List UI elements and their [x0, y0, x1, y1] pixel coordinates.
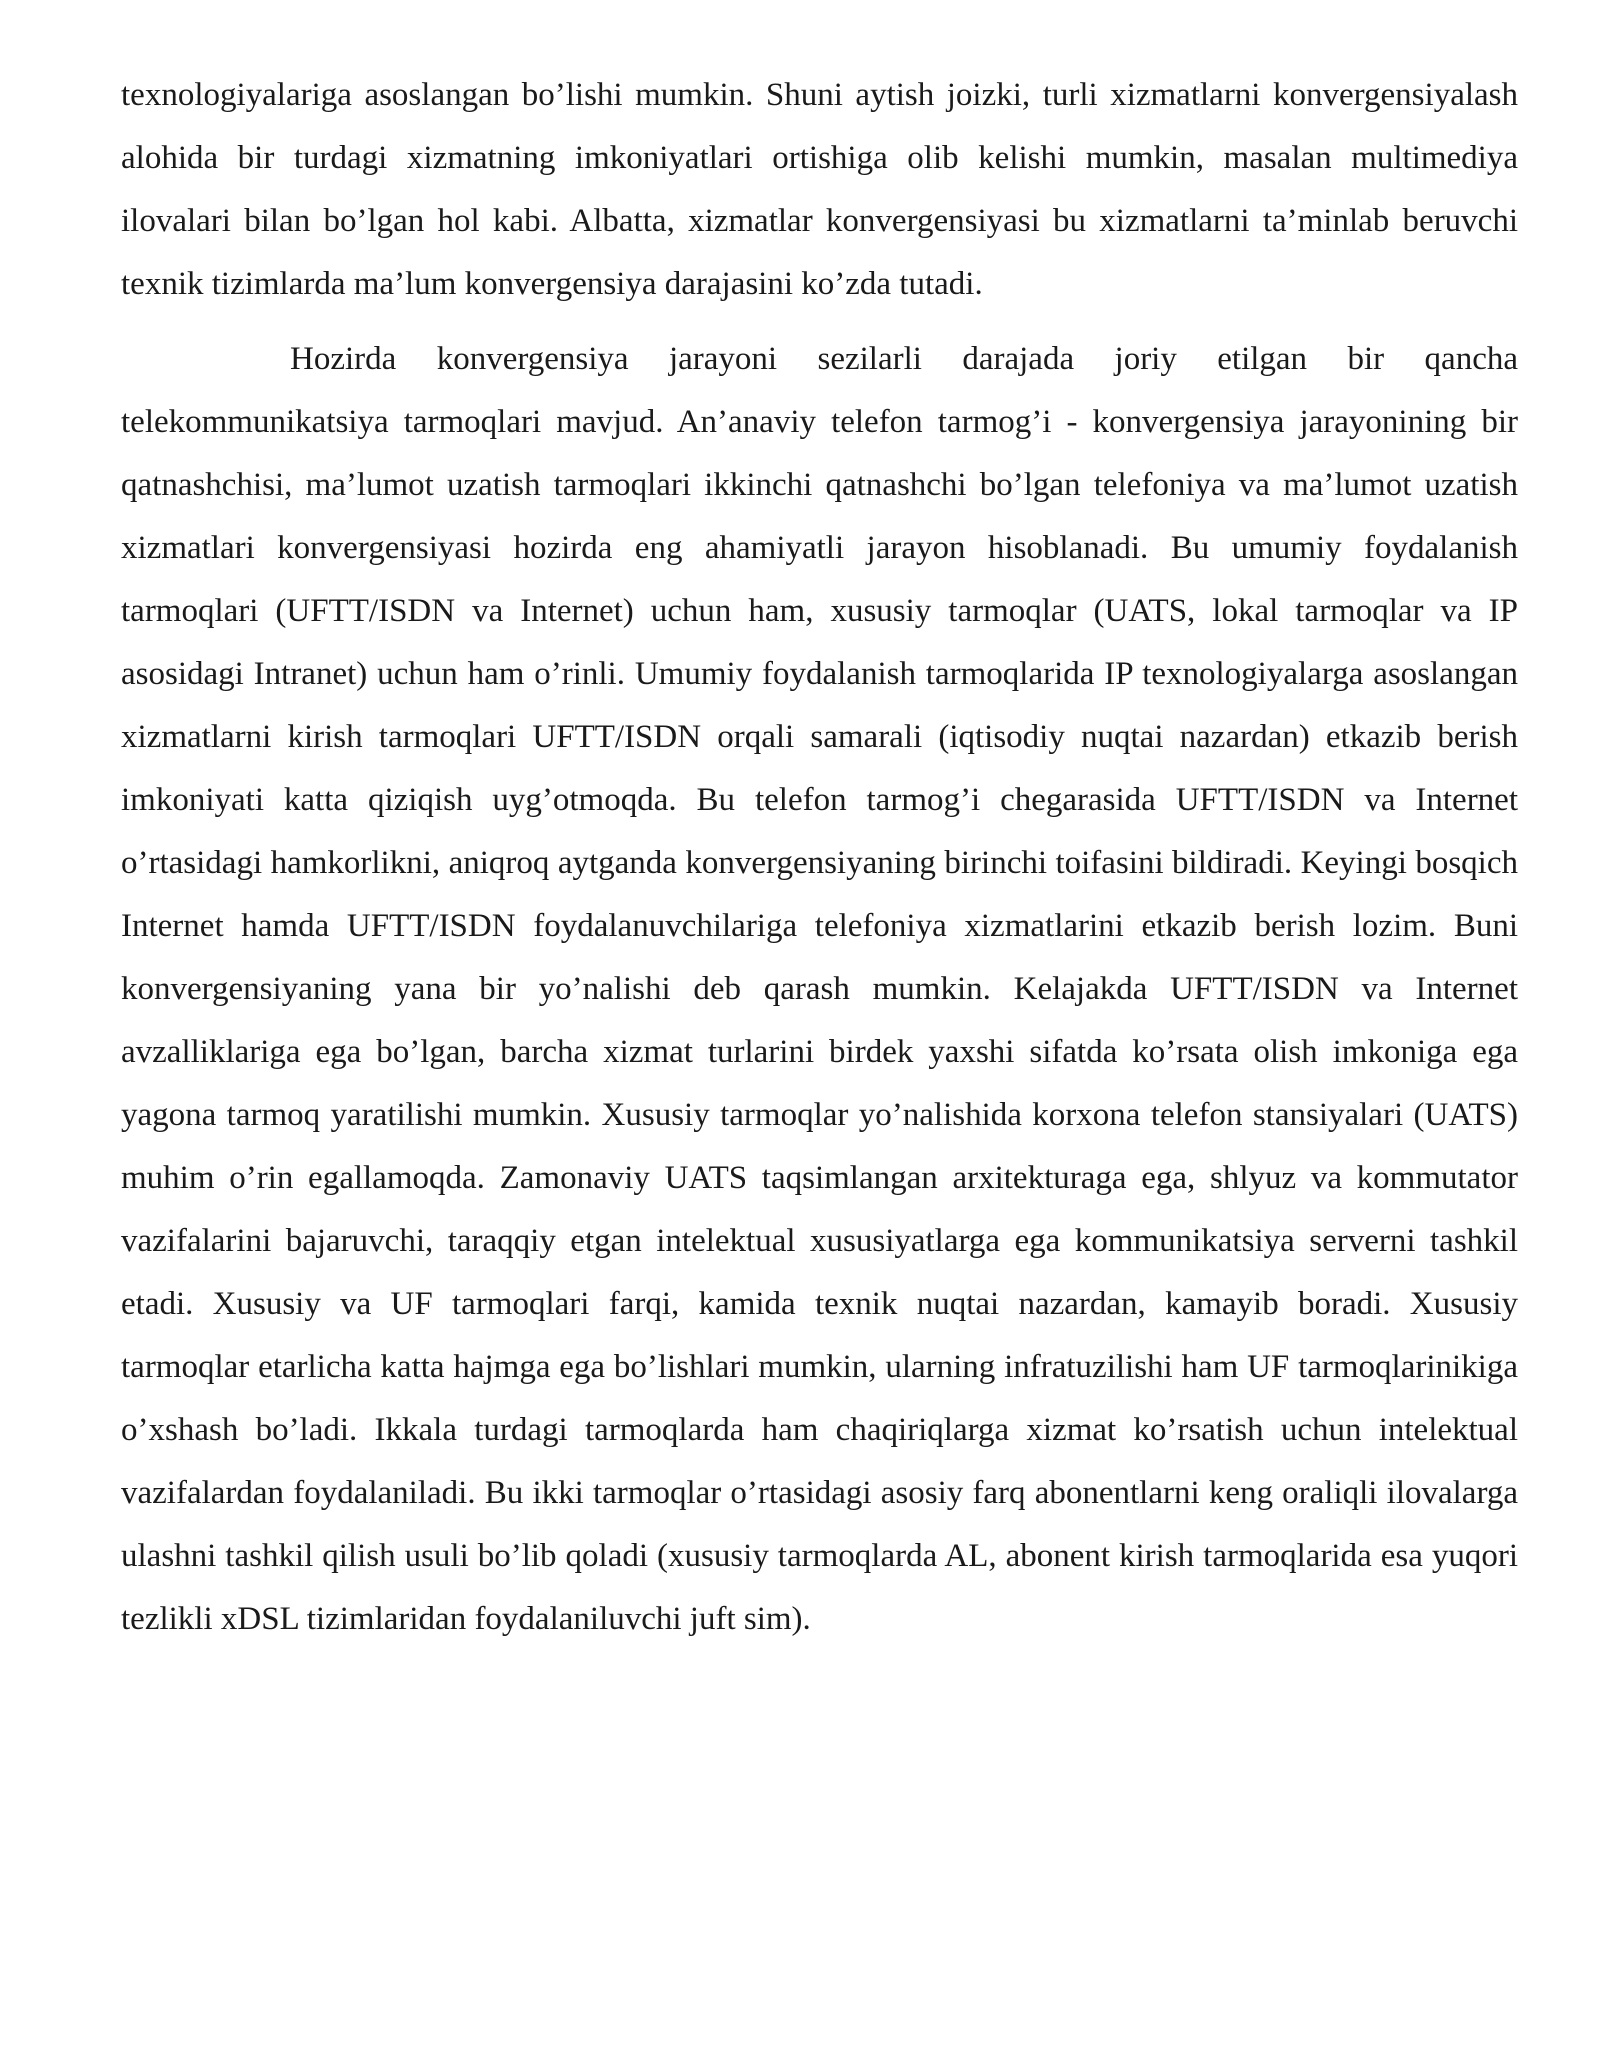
document-body — [121, 64, 1518, 1651]
paragraph-1: texnologiyalariga asoslangan bo’lishi mumkin. Shuni aytish joizki, turli xizmatlarni konvergensiyalash alohida bir turdagi xizmatning imkoniyatlari ortishiga olib kelishi mumkin, masalan multimediya ilovalari bilan bo’lgan hol kabi. Albatta, xizmatlar konvergensiyasi bu xizmatlarni ta’minlab beruvchi texnik tizimlarda ma’lum konvergensiya darajasini ko’zda tutadi. — [121, 77, 1518, 302]
paragraph-2: Hozirda konvergensiya jarayoni sezilarli darajada joriy etilgan bir qancha telekommunikatsiya tarmoqlari mavjud. An’anaviy telefon tarmog’i - konvergensiya jarayonining bir qatnashchisi, ma’lumot uzatish tarmoqlari ikkinchi qatnashchi bo’lgan telefoniya va ma’lumot uzatish xizmatlari konvergensiyasi hozirda eng ahamiyatli jarayon hisoblanadi. Bu umumiy foydalanish tarmoqlari (UFTT/ISDN va Internet) uchun ham, xususiy tarmoqlar (UATS, lokal tarmoqlar va IP asosidagi Intranet) uchun ham o’rinli. Umumiy foydalanish tarmoqlarida IP texnologiyalarga asoslangan xizmatlarni kirish tarmoqlari UFTT/ISDN orqali samarali (iqtisodiy nuqtai nazardan) etkazib berish imkoniyati katta qiziqish uyg’otmoqda. Bu telefon tarmog’i chegarasida UFTT/ISDN va Internet o’rtasidagi hamkorlikni, aniqroq aytganda konvergensiyaning birinchi toifasini bildiradi. Keyingi bosqich Internet hamda UFTT/ISDN foydalanuvchilariga telefoniya xizmatlarini etkazib berish lozim. Buni konvergensiyaning yana bir yo’nalishi deb qarash mumkin. Kelajakda UFTT/ISDN va Internet avzalliklariga ega bo’lgan, barcha xizmat turlarini birdek yaxshi sifatda ko’rsata olish imkoniga ega yagona tarmoq yaratilishi mumkin. Xususiy tarmoqlar yo’nalishida korxona telefon stansiyalari (UATS) muhim o’rin egallamoqda. Zamonaviy UATS taqsimlangan arxitekturaga ega, shlyuz va kommutator vazifalarini bajaruvchi, taraqqiy etgan intelektual xususiyatlarga ega kommunikatsiya serverni tashkil etadi. Xususiy va UF tarmoqlari farqi, kamida texnik nuqtai nazardan, kamayib boradi. Xususiy tarmoqlar etarlicha katta hajmga ega bo’lishlari mumkin, ularning infratuzilishi ham UF tarmoqlarinikiga o’xshash bo’ladi. Ikkala turdagi tarmoqlarda ham chaqiriqlarga xizmat ko’rsatish uchun intelektual vazifalardan foydalaniladi. Bu ikki tarmoqlar o’rtasidagi asosiy farq abonentlarni keng oraliqli ilovalarga ulashni tashkil qilish usuli bo’lib qoladi (xususiy tarmoqlarda AL, abonent kirish tarmoqlarida esa yuqori tezlikli xDSL tizimlaridan foydalaniluvchi juft sim). — [121, 341, 1518, 1637]
